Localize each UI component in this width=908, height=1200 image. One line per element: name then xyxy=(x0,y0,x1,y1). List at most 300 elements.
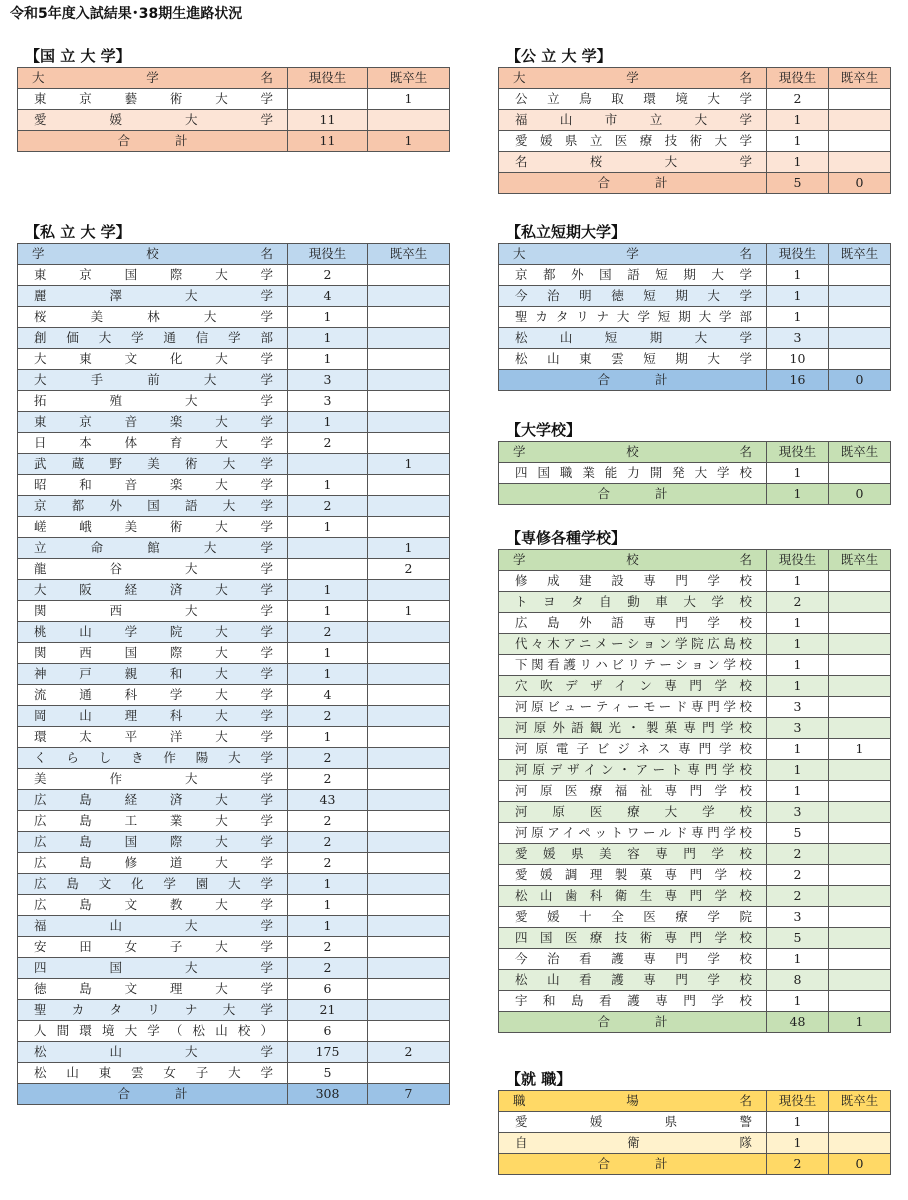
table-row xyxy=(499,89,891,110)
row-kisotsu xyxy=(368,328,450,349)
row-gen: 2 xyxy=(288,958,368,979)
row-name: 広島修道大学 xyxy=(18,853,288,874)
row-kisotsu xyxy=(829,907,891,928)
table-row xyxy=(499,907,891,928)
table-row xyxy=(18,1042,450,1063)
row-name: 河原医療福祉専門学校 xyxy=(499,781,767,802)
header-char: 学 xyxy=(146,70,159,85)
table-row xyxy=(18,1021,450,1042)
row-gen: 1 xyxy=(767,463,829,484)
row-name: 広島外語専門学校 xyxy=(499,613,767,634)
table-row xyxy=(499,349,891,370)
row-name: 愛媛県立医療技術大学 xyxy=(499,131,767,152)
row-kisotsu xyxy=(368,853,450,874)
header-char: 名 xyxy=(260,246,273,261)
row-kisotsu: 1 xyxy=(368,538,450,559)
row-name: 宇和島看護専門学校 xyxy=(499,991,767,1012)
header-char: 学 xyxy=(626,70,639,85)
table-row xyxy=(18,559,450,580)
header-char: 名 xyxy=(739,246,752,261)
row-name: 四国職業能力開発大学校 xyxy=(499,463,767,484)
row-name: 今治明徳短期大学 xyxy=(499,286,767,307)
row-gen: 175 xyxy=(288,1042,368,1063)
table-row xyxy=(499,823,891,844)
header-char: 大 xyxy=(32,70,45,85)
row-gen: 1 xyxy=(288,643,368,664)
table-row xyxy=(18,286,450,307)
header-char: 場 xyxy=(626,1093,639,1108)
total-gen: 5 xyxy=(767,173,829,194)
row-gen: 1 xyxy=(767,286,829,307)
header-name-col xyxy=(499,1091,767,1112)
row-name: 広島工業大学 xyxy=(18,811,288,832)
row-gen xyxy=(288,559,368,580)
header-char: 名 xyxy=(739,552,752,567)
row-kisotsu xyxy=(829,802,891,823)
header-kisotsu: 既卒生 xyxy=(368,68,450,89)
page-title: 令和5年度入試結果･38期生進路状況 xyxy=(10,6,243,22)
row-kisotsu xyxy=(368,475,450,496)
section-title: 【就 職】 xyxy=(506,1070,572,1088)
row-name: 松山歯科衛生専門学校 xyxy=(499,886,767,907)
row-kisotsu xyxy=(368,1063,450,1084)
row-name: 広島経済大学 xyxy=(18,790,288,811)
row-name: 環太平洋大学 xyxy=(18,727,288,748)
table-row xyxy=(18,433,450,454)
row-kisotsu xyxy=(829,970,891,991)
row-kisotsu xyxy=(368,1021,450,1042)
table-row xyxy=(18,727,450,748)
total-label: 合計 xyxy=(597,175,668,190)
row-gen: 11 xyxy=(288,110,368,131)
row-name: 広島文教大学 xyxy=(18,895,288,916)
row-name: 愛媛十全医療学院 xyxy=(499,907,767,928)
row-gen: 1 xyxy=(767,655,829,676)
row-gen: 1 xyxy=(288,601,368,622)
row-gen xyxy=(288,538,368,559)
row-kisotsu xyxy=(368,496,450,517)
table-header xyxy=(499,1091,891,1112)
row-name: 東京藝術大学 xyxy=(18,89,288,110)
table-row xyxy=(499,802,891,823)
row-name: 龍谷大学 xyxy=(18,559,288,580)
total-label: 合計 xyxy=(117,133,188,148)
table-row xyxy=(499,718,891,739)
row-kisotsu xyxy=(829,928,891,949)
table-row xyxy=(18,496,450,517)
total-label-cell xyxy=(18,1084,288,1105)
row-kisotsu xyxy=(368,811,450,832)
header-char: 名 xyxy=(739,70,752,85)
row-name: 愛媛県警 xyxy=(499,1112,767,1133)
row-gen: 3 xyxy=(767,907,829,928)
row-kisotsu xyxy=(368,370,450,391)
total-label-cell xyxy=(499,484,767,505)
header-gen: 現役生 xyxy=(767,68,829,89)
row-kisotsu xyxy=(829,781,891,802)
table-row xyxy=(18,538,450,559)
row-gen: 2 xyxy=(288,853,368,874)
row-gen: 2 xyxy=(767,865,829,886)
table-header xyxy=(499,68,891,89)
row-kisotsu xyxy=(368,349,450,370)
total-row xyxy=(499,370,891,391)
header-char: 大 xyxy=(513,246,526,261)
total-row xyxy=(18,131,450,152)
row-name: 岡山理科大学 xyxy=(18,706,288,727)
row-name: 松山看護専門学校 xyxy=(499,970,767,991)
total-gen: 2 xyxy=(767,1154,829,1175)
row-name: 京都外国語短期大学 xyxy=(499,265,767,286)
table-row xyxy=(18,265,450,286)
row-kisotsu xyxy=(368,727,450,748)
row-name: 人間環境大学（松山校） xyxy=(18,1021,288,1042)
row-kisotsu xyxy=(368,769,450,790)
total-label: 合計 xyxy=(597,1156,668,1171)
row-kisotsu xyxy=(829,823,891,844)
row-name: 大手前大学 xyxy=(18,370,288,391)
table-row xyxy=(499,110,891,131)
row-name: 名桜大学 xyxy=(499,152,767,173)
total-row xyxy=(499,1012,891,1033)
table-header xyxy=(18,68,450,89)
row-gen: 3 xyxy=(288,391,368,412)
row-name: 四国医療技術専門学校 xyxy=(499,928,767,949)
row-gen: 1 xyxy=(767,131,829,152)
row-gen: 2 xyxy=(767,844,829,865)
total-kisotsu: 0 xyxy=(829,484,891,505)
row-name: 河原電子ビジネス専門学校 xyxy=(499,739,767,760)
row-gen: 2 xyxy=(767,886,829,907)
row-kisotsu xyxy=(368,307,450,328)
employment-table xyxy=(498,1090,891,1175)
row-gen xyxy=(288,89,368,110)
row-gen: 1 xyxy=(767,110,829,131)
header-gen: 現役生 xyxy=(288,244,368,265)
row-gen: 2 xyxy=(767,592,829,613)
table-row xyxy=(18,1063,450,1084)
row-name: 東京音楽大学 xyxy=(18,412,288,433)
total-row xyxy=(18,1084,450,1105)
row-kisotsu xyxy=(368,643,450,664)
table-row xyxy=(499,1133,891,1154)
row-kisotsu xyxy=(368,979,450,1000)
row-kisotsu xyxy=(829,328,891,349)
row-kisotsu xyxy=(829,613,891,634)
header-char: 名 xyxy=(260,70,273,85)
table-row xyxy=(18,937,450,958)
private-table xyxy=(17,243,450,1105)
table-row xyxy=(18,307,450,328)
row-name: 京都外国語大学 xyxy=(18,496,288,517)
row-gen: 1 xyxy=(767,571,829,592)
header-char: 職 xyxy=(513,1093,526,1108)
header-gen: 現役生 xyxy=(767,244,829,265)
row-gen: 2 xyxy=(288,496,368,517)
row-gen: 2 xyxy=(288,811,368,832)
row-name: 松山大学 xyxy=(18,1042,288,1063)
table-row xyxy=(18,454,450,475)
row-name: 聖カタリナ大学 xyxy=(18,1000,288,1021)
row-name: 河原ビューティーモード専門学校 xyxy=(499,697,767,718)
row-gen: 1 xyxy=(767,613,829,634)
section-title: 【私 立 大 学】 xyxy=(25,223,131,241)
row-name: 嵯峨美術大学 xyxy=(18,517,288,538)
header-name-col xyxy=(499,550,767,571)
table-row xyxy=(499,676,891,697)
row-name: 愛媛大学 xyxy=(18,110,288,131)
row-name: 河原外語観光・製菓専門学校 xyxy=(499,718,767,739)
header-kisotsu: 既卒生 xyxy=(829,1091,891,1112)
row-kisotsu xyxy=(829,865,891,886)
row-gen: 1 xyxy=(288,580,368,601)
row-kisotsu xyxy=(829,265,891,286)
row-name: 安田女子大学 xyxy=(18,937,288,958)
row-name: 松山短期大学 xyxy=(499,328,767,349)
row-kisotsu xyxy=(829,1112,891,1133)
row-kisotsu xyxy=(829,571,891,592)
row-name: 今治看護専門学校 xyxy=(499,949,767,970)
table-row xyxy=(18,958,450,979)
row-kisotsu xyxy=(829,676,891,697)
row-name: 武蔵野美術大学 xyxy=(18,454,288,475)
row-gen: 5 xyxy=(767,823,829,844)
row-kisotsu xyxy=(829,349,891,370)
row-kisotsu xyxy=(368,1000,450,1021)
row-name: 関西大学 xyxy=(18,601,288,622)
table-row xyxy=(499,307,891,328)
row-kisotsu xyxy=(368,937,450,958)
row-gen: 1 xyxy=(767,1112,829,1133)
table-row xyxy=(499,265,891,286)
table-header xyxy=(499,442,891,463)
row-kisotsu xyxy=(368,664,450,685)
row-gen: 1 xyxy=(767,760,829,781)
row-kisotsu xyxy=(829,949,891,970)
table-row xyxy=(18,790,450,811)
row-kisotsu xyxy=(829,634,891,655)
header-char: 校 xyxy=(146,246,159,261)
total-label-cell xyxy=(499,370,767,391)
header-kisotsu: 既卒生 xyxy=(368,244,450,265)
row-gen: 3 xyxy=(767,697,829,718)
header-kisotsu: 既卒生 xyxy=(829,550,891,571)
row-gen: 6 xyxy=(288,979,368,1000)
vocational-table xyxy=(498,549,891,1033)
row-kisotsu xyxy=(368,790,450,811)
row-gen: 1 xyxy=(767,676,829,697)
row-kisotsu xyxy=(829,844,891,865)
section-title: 【専修各種学校】 xyxy=(506,529,627,547)
row-name: 徳島文理大学 xyxy=(18,979,288,1000)
row-kisotsu xyxy=(368,832,450,853)
row-name: トヨタ自動車大学校 xyxy=(499,592,767,613)
row-gen: 2 xyxy=(288,265,368,286)
total-kisotsu: 0 xyxy=(829,370,891,391)
total-kisotsu: 0 xyxy=(829,173,891,194)
row-name: 創価大学通信学部 xyxy=(18,328,288,349)
row-kisotsu xyxy=(368,110,450,131)
table-row xyxy=(18,706,450,727)
table-row xyxy=(499,844,891,865)
table-row xyxy=(18,643,450,664)
table-row xyxy=(18,853,450,874)
row-gen: 2 xyxy=(288,769,368,790)
header-char: 名 xyxy=(739,444,752,459)
table-row xyxy=(499,328,891,349)
table-row xyxy=(499,928,891,949)
row-kisotsu xyxy=(368,916,450,937)
row-gen: 8 xyxy=(767,970,829,991)
row-gen: 2 xyxy=(288,706,368,727)
row-kisotsu: 1 xyxy=(368,601,450,622)
total-label: 合計 xyxy=(597,372,668,387)
header-char: 校 xyxy=(626,444,639,459)
header-kisotsu: 既卒生 xyxy=(829,244,891,265)
table-row xyxy=(18,370,450,391)
row-name: 大東文化大学 xyxy=(18,349,288,370)
header-char: 校 xyxy=(626,552,639,567)
junior-table xyxy=(498,243,891,391)
row-name: 松山東雲女子大学 xyxy=(18,1063,288,1084)
table-row xyxy=(18,580,450,601)
row-kisotsu xyxy=(368,958,450,979)
row-name: 愛媛調理製菓専門学校 xyxy=(499,865,767,886)
header-name-col xyxy=(499,442,767,463)
row-kisotsu xyxy=(368,895,450,916)
row-gen: 1 xyxy=(288,916,368,937)
row-kisotsu xyxy=(368,391,450,412)
row-kisotsu: 2 xyxy=(368,559,450,580)
row-gen: 1 xyxy=(767,307,829,328)
section-title: 【公 立 大 学】 xyxy=(506,47,612,65)
row-kisotsu xyxy=(368,622,450,643)
total-label-cell xyxy=(499,1012,767,1033)
row-gen: 10 xyxy=(767,349,829,370)
table-row xyxy=(499,463,891,484)
total-row xyxy=(499,173,891,194)
table-header xyxy=(18,244,450,265)
row-name: 広島国際大学 xyxy=(18,832,288,853)
row-name: 桜美林大学 xyxy=(18,307,288,328)
table-row xyxy=(18,601,450,622)
table-row xyxy=(18,769,450,790)
row-kisotsu xyxy=(829,89,891,110)
table-row xyxy=(499,655,891,676)
row-name: 日本体育大学 xyxy=(18,433,288,454)
header-char: 学 xyxy=(32,246,45,261)
row-gen: 2 xyxy=(288,433,368,454)
table-row xyxy=(18,622,450,643)
row-gen: 2 xyxy=(288,748,368,769)
row-name: 拓殖大学 xyxy=(18,391,288,412)
national-table xyxy=(17,67,450,152)
table-row xyxy=(18,811,450,832)
row-name: 昭和音楽大学 xyxy=(18,475,288,496)
header-char: 学 xyxy=(513,444,526,459)
row-name: 代々木アニメーション学院広島校 xyxy=(499,634,767,655)
row-kisotsu xyxy=(829,886,891,907)
table-header xyxy=(499,550,891,571)
row-kisotsu xyxy=(368,412,450,433)
table-row xyxy=(499,592,891,613)
total-label-cell xyxy=(499,173,767,194)
row-gen: 1 xyxy=(288,349,368,370)
section-title: 【私立短期大学】 xyxy=(506,223,627,241)
row-gen: 5 xyxy=(767,928,829,949)
row-gen: 1 xyxy=(767,1133,829,1154)
table-row xyxy=(18,748,450,769)
header-char: 大 xyxy=(513,70,526,85)
table-row xyxy=(499,613,891,634)
total-row xyxy=(499,1154,891,1175)
table-row xyxy=(499,634,891,655)
table-row xyxy=(499,760,891,781)
header-gen: 現役生 xyxy=(288,68,368,89)
row-gen: 1 xyxy=(288,664,368,685)
row-gen: 3 xyxy=(288,370,368,391)
row-gen: 5 xyxy=(288,1063,368,1084)
header-char: 名 xyxy=(739,1093,752,1108)
row-kisotsu xyxy=(368,685,450,706)
row-name: 河原デザイン・アート専門学校 xyxy=(499,760,767,781)
row-gen: 1 xyxy=(767,739,829,760)
row-kisotsu xyxy=(829,110,891,131)
row-gen: 1 xyxy=(288,307,368,328)
table-row xyxy=(499,131,891,152)
row-kisotsu: 1 xyxy=(829,739,891,760)
row-name: 松山東雲短期大学 xyxy=(499,349,767,370)
table-row xyxy=(499,865,891,886)
table-row xyxy=(18,475,450,496)
row-kisotsu xyxy=(368,265,450,286)
table-row xyxy=(499,152,891,173)
public-table xyxy=(498,67,891,194)
row-kisotsu xyxy=(829,697,891,718)
row-name: くらしき作陽大学 xyxy=(18,748,288,769)
row-kisotsu: 1 xyxy=(368,89,450,110)
row-name: 関西国際大学 xyxy=(18,643,288,664)
row-name: 河原アイペットワールド専門学校 xyxy=(499,823,767,844)
row-kisotsu xyxy=(368,286,450,307)
total-label-cell xyxy=(18,131,288,152)
row-gen: 1 xyxy=(288,517,368,538)
row-gen: 1 xyxy=(767,152,829,173)
table-row xyxy=(18,328,450,349)
header-name-col xyxy=(18,244,288,265)
header-char: 学 xyxy=(626,246,639,261)
row-gen xyxy=(288,454,368,475)
section-title: 【大学校】 xyxy=(506,421,582,439)
table-row xyxy=(499,1112,891,1133)
row-gen: 6 xyxy=(288,1021,368,1042)
table-row xyxy=(18,916,450,937)
row-gen: 1 xyxy=(288,874,368,895)
row-kisotsu xyxy=(829,307,891,328)
row-name: 自衛隊 xyxy=(499,1133,767,1154)
row-gen: 43 xyxy=(288,790,368,811)
row-name: 四国大学 xyxy=(18,958,288,979)
row-gen: 1 xyxy=(288,727,368,748)
total-label: 合計 xyxy=(597,1014,668,1029)
total-kisotsu: 1 xyxy=(368,131,450,152)
table-row xyxy=(18,517,450,538)
table-row xyxy=(18,979,450,1000)
row-gen: 21 xyxy=(288,1000,368,1021)
row-kisotsu xyxy=(368,517,450,538)
row-kisotsu xyxy=(368,706,450,727)
table-row xyxy=(18,832,450,853)
